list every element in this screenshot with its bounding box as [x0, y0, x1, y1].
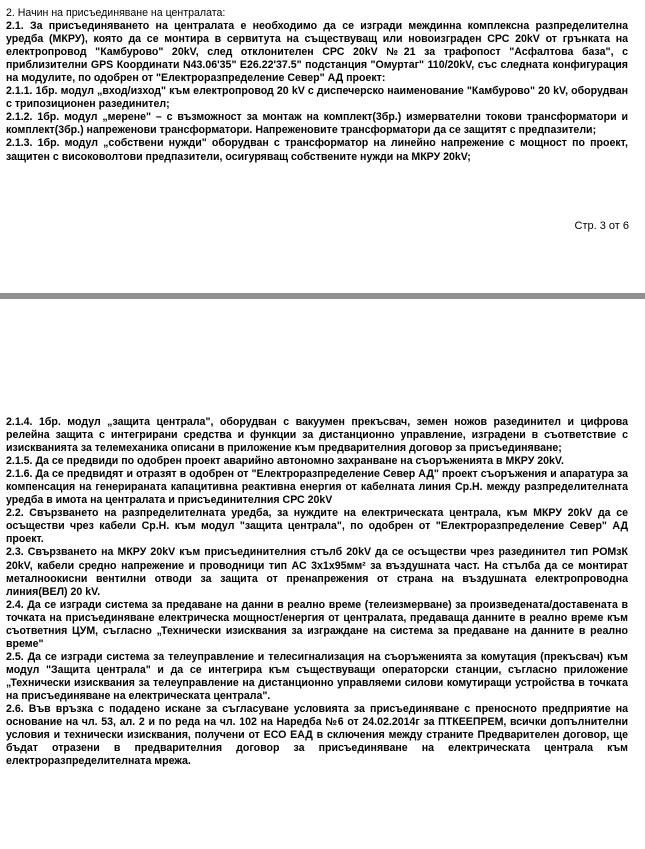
paragraph-2-1: 2.1. За присъединяването на централата е необходимо да се изгради междинна комплексна разпределителна уредба (МКРУ), която да се монтира в сервитута на съществуващ или новоизграден СРС 20kV от грънката на електропровод "Камбурово" 20kV, след отклонителен СРС 20kV №21 за трафопост "Асфалтова база", с приблизителни GPS Координати N43.06'35" E26.22'37.5" подстанция "Омуртаг" 110/20kV, със следната конфигурация на модулите, по одобрен от "Електроразпределение Север" АД проект:: [6, 20, 628, 85]
top-text-block: [6, 7, 628, 164]
paragraph-2-4: 2.4. Да се изгради система за предаване на данни в реално време (телеизмерване) за произведената/доставената в точката на присъединяване електрическа мощност/енергия от централата, предаваща данните в реално време към съответния ЦУМ, съгласно „Технически изисквания за изграждане на система за предаване на данните в реално време": [6, 598, 628, 650]
paragraph-2-1-6: 2.1.6. Да се предвидят и отразят в одобрен от "Електроразпределение Север АД" проект съоръжения и апаратура за компенсация на генерираната капацитивна реактивна енергия от кабелната линия Ср.Н. между разпределителната уредба в имота на централата и присъединителния СРС 20kV: [6, 468, 628, 507]
paragraph-2-1-5: 2.1.5. Да се предвиди по одобрен проект аварийно автономно захранване на съоръженията в МКРУ 20kV.: [6, 455, 564, 468]
page-number: Стр. 3 от 6: [574, 220, 629, 232]
paragraph-2-3: 2.3. Свързването на МКРУ 20kV към присъединителния стълб 20kV да се осъществи чрез разединител тип РОМзК 20kV, кабели средно напрежение и проводници тип АС 3х1х95мм² за въздушната част. На стълба да се монтират металноокисни вентилни отводи за защита от пренапрежения от страна на въздушната електропроводна линия(ВЕЛ) 20 kV.: [6, 546, 628, 598]
paragraph-2-1-4: 2.1.4. 1бр. модул „защита централа", оборудван с вакуумен прекъсвач, земен ножов разединител и цифрова релейна защита с интегрирани средства и функции за дистанционно управление, изградени в съответствие с изискванията за телемеханика описани в приложение към предварителния договор за присъединяване;: [6, 416, 628, 455]
paragraph-2-5: 2.5. Да се изгради система за телеуправление и телесигнализация на съоръженията за комутация (прекъсвач) към модул "Защита централа" и да се интегрира към съществуващи операторски станции, съгласно приложение „Технически изисквания за телеуправление на дистанционно управляеми силови комутиращи устройства в точката на присъединяване на електрическата централа".: [6, 650, 628, 702]
paragraph-2-6: 2.6. Във връзка с подадено искане за съгласуване условията за присъединяване с преносното предприятие на основание на чл. 53, ал. 2 и по реда на чл. 102 на Наредба №6 от 24.02.2014г за ПТКЕЕПРЕМ, всички допълнителни условия и технически изисквания, получени от ЕСО ЕАД в сключения между страните Предварителен договор, ще бъдат отразени в предварителния договор за присъединяване на електрическата централа към електроразпределителната мрежа.: [6, 703, 628, 768]
page-separator: [0, 293, 645, 299]
paragraph-2-1-1: 2.1.1. 1бр. модул „вход/изход" към електропровод 20 kV с диспечерско наименование "Камбурово" 20 kV, оборудван с трипозиционен разединител;: [6, 85, 628, 111]
paragraph-2-1-3: 2.1.3. 1бр. модул „собствени нужди" оборудван с трансформатор на линейно напрежение с мощност по проект, защитен с високоволтови предпазители, осигуряващ собствените нужди на МКРУ 20kV;: [6, 137, 628, 163]
paragraph-2-1-2: 2.1.2. 1бр. модул „мерене" – с възможност за монтаж на комплект(3бр.) измервателни токови трансформатори и комплект(3бр.) напреженови трансформатори. Напреженовите трансформатори да се защитят с предпазители;: [6, 111, 628, 137]
section-heading: 2. Начин на присъединяване на централата:: [6, 7, 226, 19]
paragraph-2-2: 2.2. Свързването на разпределителната уредба, за нуждите на електрическата централа, към МКРУ 20kV да се осъществи чрез кабели Ср.Н. към модул "защита централа", по одобрен от "Електроразпределение Север" АД проект.: [6, 507, 628, 546]
bottom-text-block: [6, 416, 628, 768]
